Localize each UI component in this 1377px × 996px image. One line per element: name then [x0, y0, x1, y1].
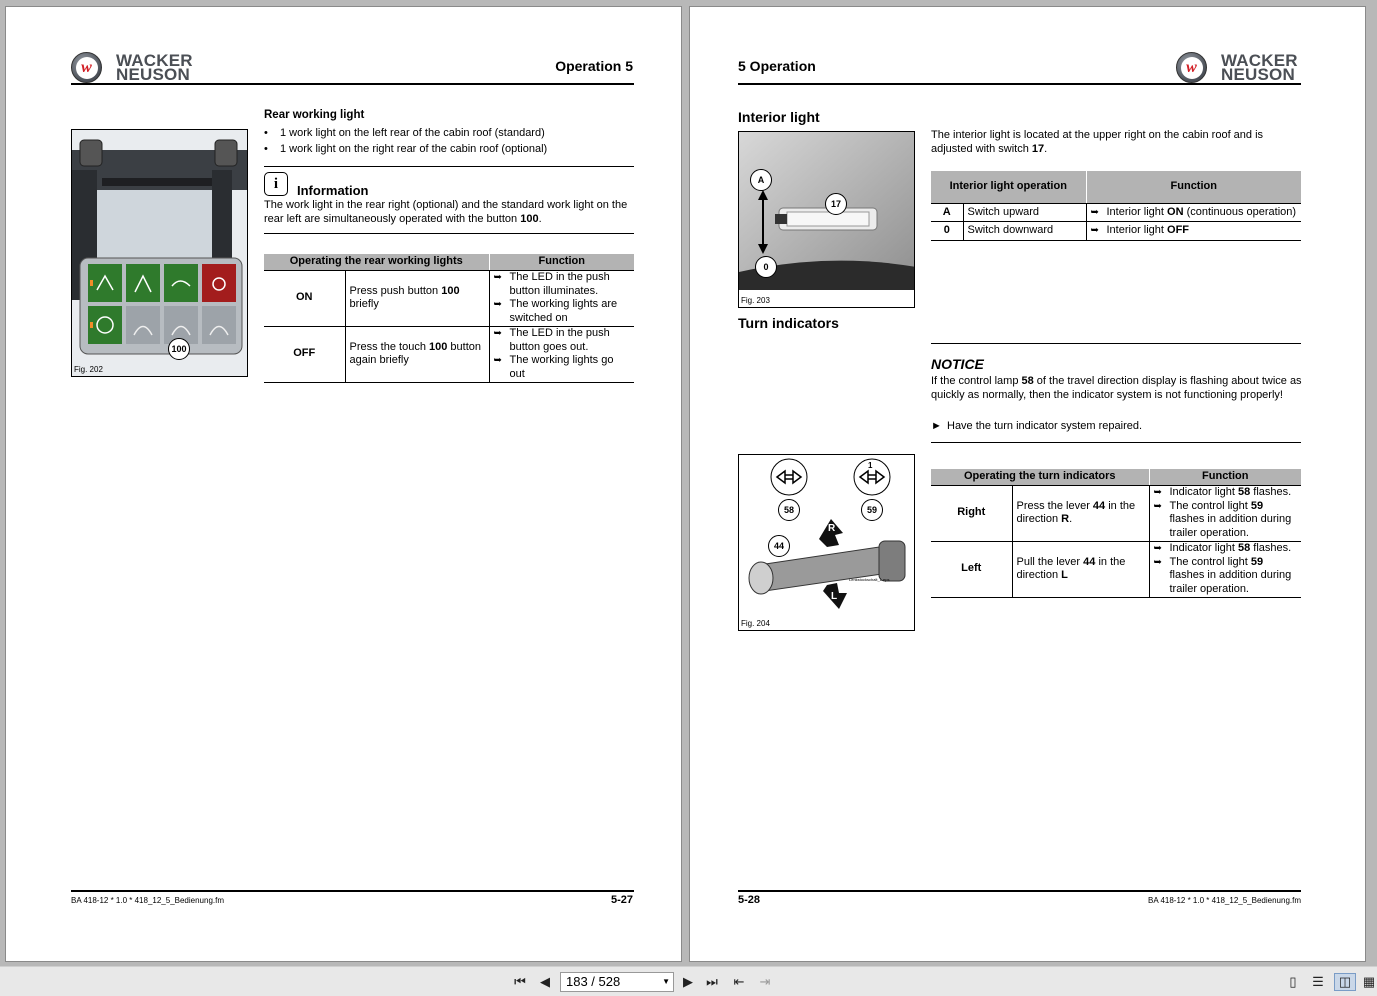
arrow-icon: ➥: [1153, 500, 1162, 512]
table-header: Function: [1149, 469, 1301, 485]
callout-a: A: [750, 169, 772, 191]
figure-caption: Fig. 202: [74, 365, 103, 374]
table-header: Interior light operation: [931, 171, 1086, 203]
table-header: Function: [1086, 171, 1301, 203]
go-forward-icon[interactable]: ⇥: [759, 974, 771, 989]
info-text: The work light in the rear right (optional) and the standard work light on the rear left are simultaneously operated with the button 100.: [264, 199, 628, 225]
page-number: 5-28: [738, 894, 761, 906]
callout-59: 59: [861, 499, 883, 521]
information-icon: i: [264, 172, 288, 196]
callout-58: 58: [778, 499, 800, 521]
page-header-title: 5 Operation: [738, 58, 816, 74]
section-title: Rear working light: [264, 109, 365, 121]
notice-text: If the control lamp 58 of the travel direction display is flashing about twice as quickly as normally, then the indicator system is not functioning properly!: [931, 375, 1302, 401]
arrow-icon: ➥: [1153, 487, 1162, 498]
table-header: Operating the turn indicators: [931, 469, 1149, 485]
table-row: Left Pull the lever 44 in the direction L ➥ Indicator light 58 flashes. ➥ The control light 59 flashes in addition during trailer operation.: [931, 541, 1301, 597]
arrow-icon: ➥: [1090, 225, 1099, 236]
callout-0: 0: [755, 256, 777, 278]
prev-page-icon[interactable]: ◀: [540, 974, 550, 989]
first-page-icon[interactable]: ⏮: [514, 974, 526, 989]
table-row: ON Press push button 100 briefly ➥ The LED in the push button illuminates. ➥ The working lights are switched on: [264, 270, 634, 326]
table-row: 0 Switch downward ➥ Interior light OFF: [931, 222, 1301, 241]
callout-100: 100: [168, 338, 190, 360]
page-header-title: Operation 5: [555, 58, 633, 74]
direction-l-label: L: [831, 591, 838, 602]
header-rule: [738, 83, 1301, 85]
figure-caption: Fig. 204: [741, 619, 770, 628]
document-page-right: [689, 6, 1366, 962]
table-row: Right Press the lever 44 in the direction R. ➥ Indicator light 58 flashes. ➥ The control light 59 flashes in addition during trailer operation.: [931, 485, 1301, 541]
footer-text: BA 418-12 * 1.0 * 418_12_5_Bedienung.fm: [71, 896, 225, 905]
figure-204: [738, 454, 915, 631]
facing-view-icon[interactable]: ◫: [1334, 973, 1356, 991]
info-rule-bottom: [264, 233, 634, 234]
footer-rule: [71, 890, 634, 892]
arrow-icon: ➥: [493, 272, 502, 283]
direction-r-label: R: [828, 523, 836, 534]
header-rule: [71, 83, 634, 85]
page-number: 5-27: [610, 894, 633, 906]
table-header: Function: [489, 254, 634, 270]
callout-17: 17: [825, 193, 847, 215]
notice-rule-bottom: [931, 442, 1301, 443]
wacker-neuson-logo: w WACKER NEUSON: [1176, 52, 1298, 83]
figure-203: [738, 131, 915, 308]
notice-title: NOTICE: [931, 356, 984, 372]
interior-light-title: Interior light: [738, 109, 820, 125]
wacker-neuson-logo: w WACKER NEUSON: [71, 52, 193, 83]
single-page-view-icon[interactable]: ▯: [1289, 974, 1297, 989]
table-row: OFF Press the touch 100 button again briefly ➥ The LED in the push button goes out. ➥ The working lights go out: [264, 326, 634, 382]
arrow-icon: ➥: [1153, 556, 1162, 568]
notice-rule-top: [931, 343, 1301, 344]
page-number-input[interactable]: 183 / 528 ▼: [560, 972, 674, 992]
footer-rule: [738, 890, 1301, 892]
table-row: A Switch upward ➥ Interior light ON (continuous operation): [931, 203, 1301, 222]
turn-indicators-table: [931, 469, 1301, 598]
figure-202: [71, 129, 248, 377]
chevron-down-icon[interactable]: ▼: [662, 977, 670, 986]
continuous-view-icon[interactable]: ☰: [1312, 974, 1324, 989]
next-page-icon[interactable]: ▶: [683, 974, 693, 989]
bullet-list: [264, 127, 634, 156]
interior-light-text: The interior light is located at the upper right on the cabin roof and is adjusted with switch 17.: [931, 129, 1264, 155]
interior-light-table: [931, 171, 1301, 241]
triangle-bullet-icon: ►: [931, 420, 942, 432]
last-page-icon[interactable]: ⏭: [706, 974, 718, 989]
arrow-icon: ➥: [493, 328, 502, 339]
turn-indicators-title: Turn indicators: [738, 315, 839, 331]
rear-working-lights-table: [264, 254, 634, 383]
info-title: Information: [297, 183, 369, 198]
notice-action: ► Have the turn indicator system repaired.: [931, 420, 1143, 432]
info-rule-top: [264, 166, 634, 167]
arrow-icon: ➥: [1153, 543, 1162, 554]
list-item: • 1 work light on the right rear of the cabin roof (optional): [264, 142, 548, 155]
table-header: Operating the rear working lights: [264, 254, 489, 270]
figure-file-label: Lenkstockschalt_1.eps: [849, 577, 890, 582]
pdf-navigation-toolbar: [0, 966, 1377, 996]
figure-caption: Fig. 203: [741, 296, 770, 305]
list-item: • 1 work light on the left rear of the cabin roof (standard): [264, 127, 545, 139]
continuous-facing-view-icon[interactable]: ▦: [1362, 974, 1376, 989]
document-page-left: [5, 6, 682, 962]
footer-text: BA 418-12 * 1.0 * 418_12_5_Bedienung.fm: [1147, 896, 1301, 905]
go-back-icon[interactable]: ⇤: [733, 974, 745, 989]
arrow-icon: ➥: [1090, 206, 1099, 218]
arrow-icon: ➥: [493, 355, 502, 366]
arrow-icon: ➥: [493, 299, 502, 310]
callout-44: 44: [768, 535, 790, 557]
indicator-1-label: 1: [868, 461, 873, 470]
